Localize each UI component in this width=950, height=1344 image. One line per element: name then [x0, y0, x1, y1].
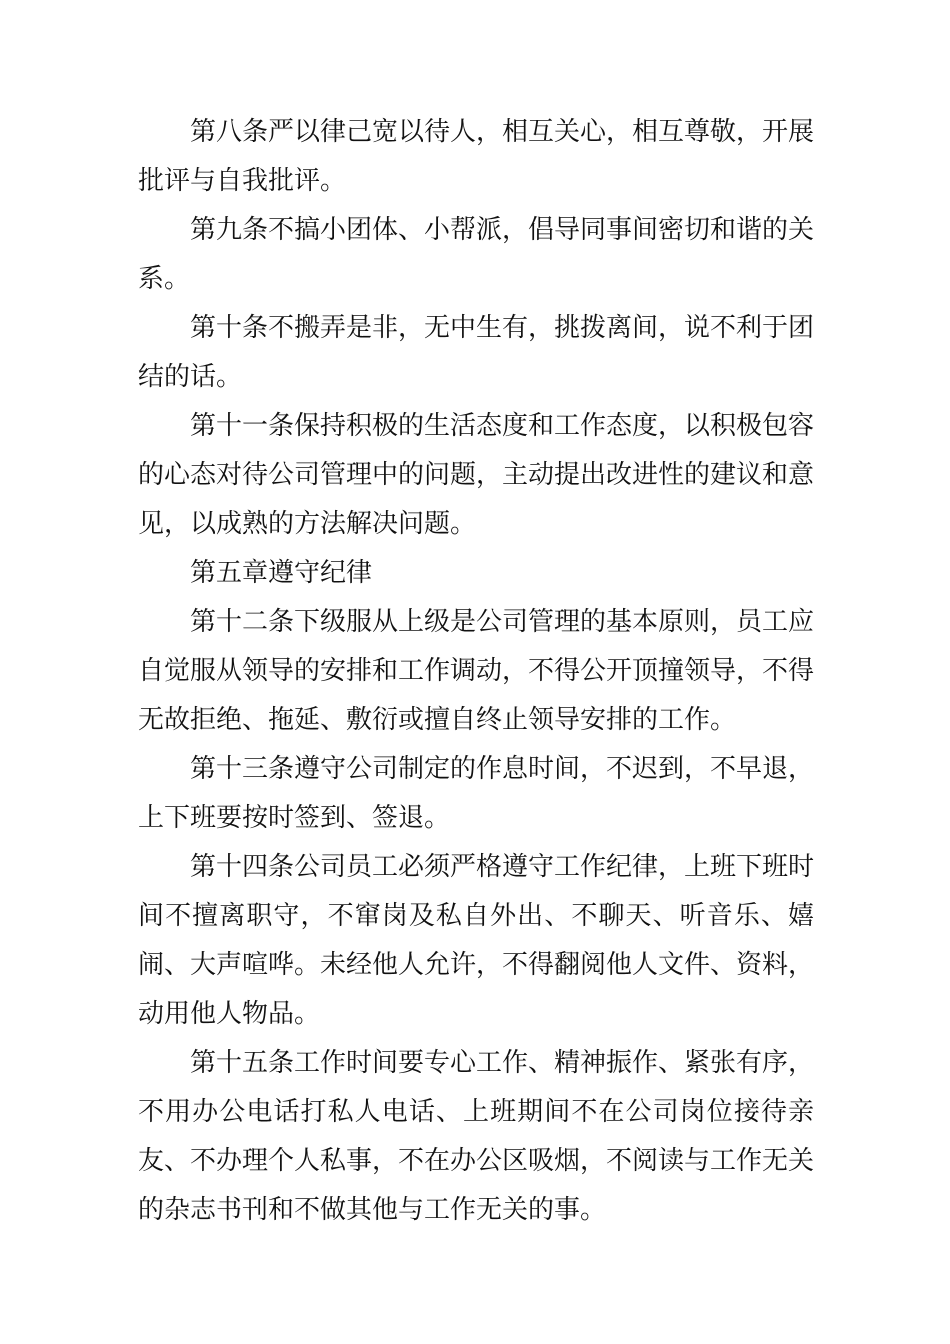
- paragraph-article-11: 第十一条保持积极的生活态度和工作态度，以积极包容的心态对待公司管理中的问题，主动提出改进性的建议和意见，以成熟的方法解决问题。: [138, 411, 815, 539]
- paragraph-article-12: 第十二条下级服从上级是公司管理的基本原则，员工应自觉服从领导的安排和工作调动，不得公开顶撞领导，不得无故拒绝、拖延、敷衍或擅自终止领导安排的工作。: [138, 607, 815, 735]
- paragraph-article-9: 第九条不搞小团体、小帮派，倡导同事间密切和谐的关系。: [138, 215, 815, 294]
- paragraph-article-15: 第十五条工作时间要专心工作、精神振作、紧张有序，不用办公电话打私人电话、上班期间不在公司岗位接待亲友、不办理个人私事，不在办公区吸烟，不阅读与工作无关的杂志书刊和不做其他与工作无关的事。: [138, 1048, 815, 1225]
- paragraph-article-14: 第十四条公司员工必须严格遵守工作纪律，上班下班时间不擅离职守，不窜岗及私自外出、不聊天、听音乐、嬉闹、大声喧哗。未经他人允许，不得翻阅他人文件、资料，动用他人物品。: [138, 852, 815, 1029]
- paragraph-article-10: 第十条不搬弄是非，无中生有，挑拨离间，说不利于团结的话。: [138, 313, 815, 392]
- document-body: [138, 108, 814, 1235]
- paragraph-article-13: 第十三条遵守公司制定的作息时间，不迟到，不早退，上下班要按时签到、签退。: [138, 754, 815, 833]
- chapter-heading-5: 第五章遵守纪律: [190, 558, 373, 588]
- paragraph-article-8: 第八条严以律己宽以待人，相互关心，相互尊敬，开展批评与自我批评。: [138, 117, 815, 196]
